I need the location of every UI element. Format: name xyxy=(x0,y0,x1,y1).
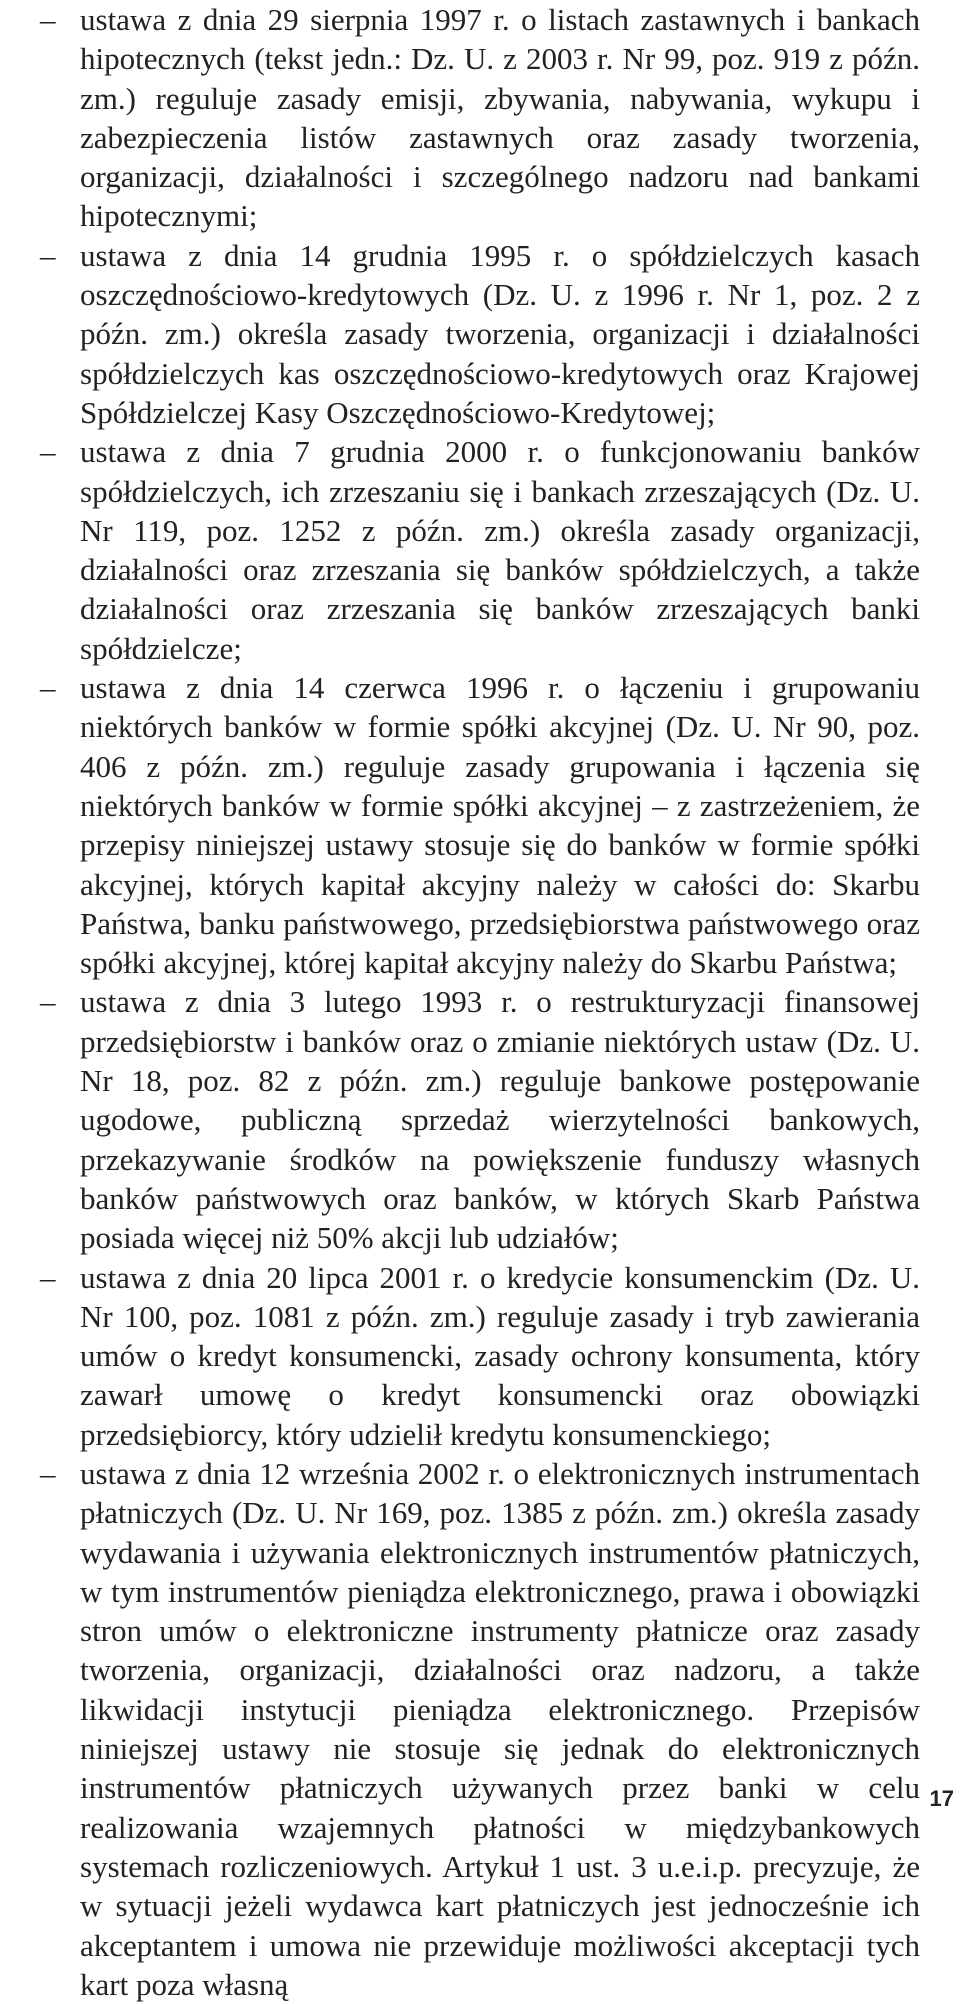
list-item-text: ustawa z dnia 14 czerwca 1996 r. o łączeniu i grupowaniu niektórych banków w formie spółki akcyjnej (Dz. U. Nr 90, poz. 406 z późn. zm.) reguluje zasady grupowania i łączenia się niektórych banków w formie spółki akcyjnej – z zastrzeżeniem, że przepisy niniejszej ustawy stosuje się do banków w formie spółki akcyjnej, których kapitał akcyjny należy w całości do: Skarbu Państwa, banku państwowego, przedsiębiorstwa państwowego oraz spółki akcyjnej, której kapitał akcyjny należy do Skarbu Państwa; xyxy=(80,670,920,981)
list-dash: – xyxy=(40,1455,56,1491)
list-item xyxy=(40,668,920,982)
list-item-text: ustawa z dnia 29 sierpnia 1997 r. o listach zastawnych i bankach hipotecznych (tekst jedn.: Dz. U. z 2003 r. Nr 99, poz. 919 z późn. zm.) reguluje zasady emisji, zbywania, nabywania, wykupu i zabezpieczenia listów zastawnych oraz zasady tworzenia, organizacji, działalności i szczególnego nadzoru nad bankami hipotecznymi; xyxy=(80,2,920,234)
list-item-text: ustawa z dnia 20 lipca 2001 r. o kredycie konsumenckim (Dz. U. Nr 100, poz. 1081 z późn. zm.) reguluje zasady i tryb zawierania umów o kredyt konsumencki, zasady ochrony konsumenta, który zawarł umowę o kredyt konsumencki oraz obowiązki przedsiębiorcy, który udzielił kredytu konsumenckiego; xyxy=(80,1259,920,1452)
list-item xyxy=(40,1454,920,2004)
list-item-text: ustawa z dnia 14 grudnia 1995 r. o spółdzielczych kasach oszczędnościowo-kredytowych (Dz. U. z 1996 r. Nr 1, poz. 2 z późn. zm.) określa zasady tworzenia, organizacji i działalności spółdzielczych kas oszczędnościowo-kredytowych oraz Krajowej Spółdzielczej Kasy Oszczędnościowo-Kredytowej; xyxy=(80,237,920,430)
list-item-text: ustawa z dnia 12 września 2002 r. o elektronicznych instrumentach płatniczych (Dz. U. Nr 169, poz. 1385 z późn. zm.) określa zasady wydawania i używania elektronicznych instrumentów płatniczych, w tym instrumentów pieniądza elektronicznego, prawa i obowiązki stron umów o elektroniczne instrumenty płatnicze oraz zasady tworzenia, organizacji, działalności oraz nadzoru, a także likwidacji instytucji pieniądza elektronicznego. Przepisów niniejszej ustawy nie stosuje się jednak do elektronicznych instrumentów płatniczych używanych przez banki w celu realizowania wzajemnych płatności w międzybankowych systemach rozliczeniowych. Artykuł 1 ust. 3 u.e.i.p. precyzuje, że w sytuacji jeżeli wydawca kart płatniczych jest jednocześnie ich akceptantem i umowa nie przewiduje możliwości akceptacji tych kart poza własną xyxy=(80,1455,920,2002)
list-dash: – xyxy=(40,2,56,37)
list-item xyxy=(40,0,920,236)
list-dash: – xyxy=(40,434,56,470)
list-dash: – xyxy=(40,237,56,273)
list-item-text: ustawa z dnia 7 grudnia 2000 r. o funkcjonowaniu banków spółdzielczych, ich zrzeszaniu się i bankach zrzeszających (Dz. U. Nr 119, poz. 1252 z późn. zm.) określa zasady organizacji, działalności oraz zrzeszania się banków spółdzielczych, a także działalności oraz zrzeszania się banków zrzeszających banki spółdzielcze; xyxy=(80,434,920,666)
list-item xyxy=(40,236,920,432)
list-item xyxy=(40,982,920,1257)
page-number: 17 xyxy=(929,1785,954,1811)
list-dash: – xyxy=(40,984,56,1020)
list-dash: – xyxy=(40,1259,56,1295)
list-dash: – xyxy=(40,670,56,706)
list-item xyxy=(40,1258,920,1454)
list-item-text: ustawa z dnia 3 lutego 1993 r. o restrukturyzacji finansowej przedsiębiorstw i banków oraz o zmianie niektórych ustaw (Dz. U. Nr 18, poz. 82 z późn. zm.) reguluje bankowe postępowanie ugodowe, publiczną sprzedaż wierzytelności bankowych, przekazywanie środków na powiększenie funduszy własnych banków państwowych oraz banków, w których Skarb Państwa posiada więcej niż 50% akcji lub udziałów; xyxy=(80,984,920,1256)
list-item xyxy=(40,432,920,668)
statute-list xyxy=(40,0,920,2004)
